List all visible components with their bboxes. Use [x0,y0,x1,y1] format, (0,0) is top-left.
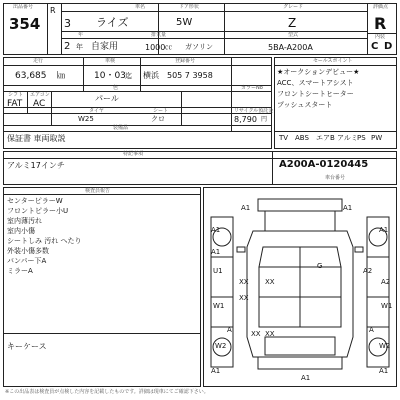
lot-number: 354 [9,15,41,33]
option-item: フロントシートヒーター [277,90,354,98]
damage-mark: A2 [363,267,373,275]
color: パール [95,94,119,103]
ac-caption: エアコン [30,92,50,98]
feature-pw: PW [371,134,383,142]
damage-mark: A1 [211,367,221,375]
report-line: ミラーA [7,267,33,275]
model-type: 5BA-A200A [268,43,313,52]
score: R [374,14,387,33]
feature-airbag: エアB [316,134,335,142]
option-item: プッシュスタート [277,101,333,109]
damage-mark: A1 [343,204,353,212]
grade-caption: グレード [283,4,304,10]
notes-caption: 特記事項 [123,151,144,157]
damage-mark: XX [265,330,275,338]
fuel: ガソリン [185,43,213,51]
shift: FAT [7,99,23,109]
mileage: 63,685 [15,71,47,81]
grade: Z [288,16,297,30]
year-row-caption: 年 [78,32,84,38]
chassis-caption: 車台番号 [325,175,346,181]
damage-mark: W2 [215,342,227,350]
feature-abs: ABS [295,134,309,142]
damage-mark: W1 [381,302,393,310]
color-caption: 色 [113,85,119,91]
seat: クロ [151,115,165,123]
color-code-caption: カラーNo [241,85,263,91]
damage-mark: XX [239,294,249,302]
shift-caption: シフト [8,92,24,98]
damage-mark: A1 [301,374,311,382]
tire: W25 [78,115,94,123]
year-number: 3 [64,17,71,30]
damage-mark: A [369,326,374,334]
damage-mark: A1 [379,367,389,375]
report-line: シートしみ 汚れ へたり [7,237,82,245]
damage-mark: A1 [211,226,221,234]
report-line: センターピラーW [7,197,63,205]
plate-caption: 登録番号 [175,58,196,64]
doors: 5W [176,17,193,28]
report-footer: キーケース [7,342,47,351]
inspection-suffix: 迄 [125,72,132,80]
interior-caption: 内装 [375,34,386,40]
plate: 横浜 505 7 3958 [143,71,213,80]
damage-mark: XX [265,278,275,286]
damage-mark: W1 [213,302,225,310]
damage-mark: A1 [241,204,251,212]
report-line: フロントピラー小U [7,207,69,215]
options-caption: セールスポイント [313,58,353,64]
tire-caption: タイヤ [89,108,104,114]
damage-mark: G [317,262,323,270]
damage-mark: A1 [211,248,221,256]
damage-mark: A2 [381,278,391,286]
mileage-unit: ㎞ [57,71,65,80]
inspector-caption: 検査員報告 [85,188,111,194]
auction-sheet [3,3,397,397]
car-name: ライズ [96,16,129,29]
damage-mark: A1 [379,226,389,234]
damage-mark: U1 [213,267,223,275]
inspection: 10・03 [94,71,126,81]
damage-mark: A [227,326,232,334]
year-unit: 年 [76,43,83,51]
seat-caption: シート [153,108,169,114]
make-caption: 車名 [135,4,146,10]
report-line: 室内薄汚れ [7,217,42,225]
exterior-grade: C [371,41,379,52]
feature-alloy: アルミ [337,134,358,142]
inspection-caption: 車検 [105,58,116,64]
car-outline [203,187,397,387]
report-line: バンパー下A [7,257,47,265]
recycle-caption: リサイクル預託金 [234,108,274,114]
damage-mark: XX [251,330,261,338]
chassis-number: A200A-0120445 [279,159,369,170]
equipment: 保証書 車両取説 [7,134,66,143]
displacement: 1000 [145,43,166,52]
feature-tv: TV [279,134,289,142]
ac: AC [33,99,46,109]
usage: 自家用 [91,42,119,52]
option-item: ACC、スマートアシスト [277,79,354,87]
option-item: ★オークションデビュー★ [277,68,360,76]
cc-unit: ㏄ [165,43,172,51]
report-line: 室内小傷 [7,227,35,235]
disclaimer: ※この出品表は検査員が点検した内容を記載したものです。詳細は現車にてご確認下さい。 [5,389,209,395]
recycle-unit: 円 [261,116,268,123]
equipment-caption: 装備品 [113,125,129,131]
damage-mark: XX [239,278,249,286]
interior-grade: D [384,41,393,52]
type-caption: 型式 [288,32,299,38]
era-code: 2 [64,41,71,52]
recycle: 8,790 [234,115,257,124]
era-mark: R [50,6,56,15]
mileage-caption: 走行 [33,58,44,64]
lot-caption: 出品番号 [13,4,34,10]
score-caption: 評価点 [373,4,389,10]
damage-mark: W2 [379,342,391,350]
door-caption: ドア形状 [179,4,199,10]
displacement-caption: 排気量 [151,32,167,38]
report-line: 外装小傷多数 [7,247,49,255]
notes-text: アルミ17インチ [7,161,65,170]
feature-ps: PS [357,134,366,142]
